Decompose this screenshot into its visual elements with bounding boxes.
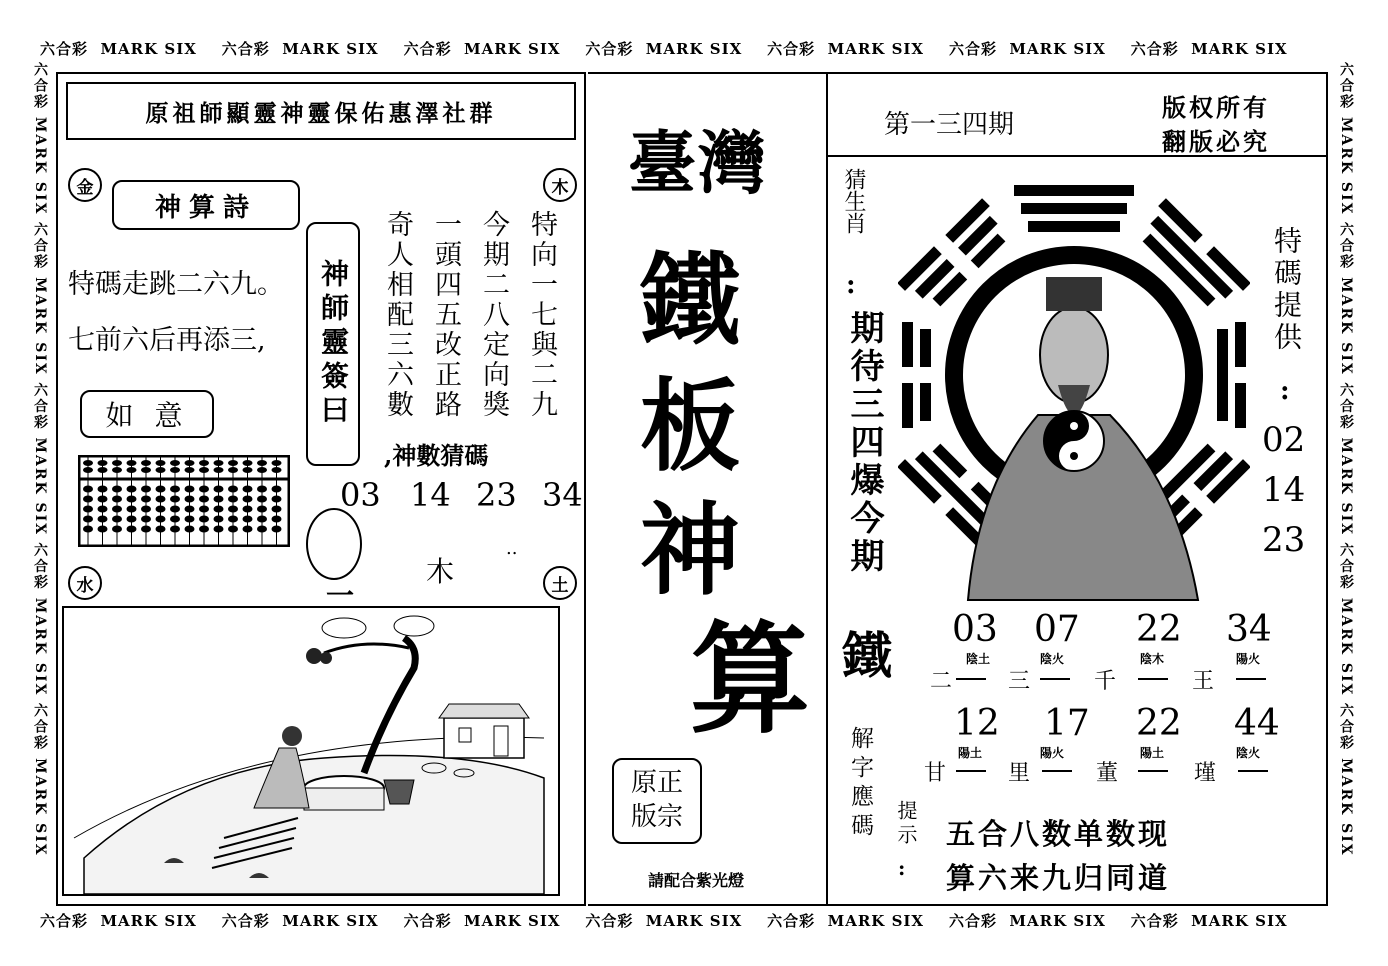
- abacus-bead: [199, 526, 209, 533]
- abacus-bead: [185, 496, 195, 503]
- border-unit: 六合彩 MARK SIX 六合彩 MARK SIX 六合彩 MARK SIX 六合彩 MARK SIX 六合彩 MARK SIX 六合彩 MARK SIX 六合彩 MARK SIX: [40, 912, 1313, 930]
- right-border-strip: [1332, 62, 1356, 912]
- prediction-text: 期待三四爆今期: [844, 310, 884, 576]
- title-char-4: 算: [690, 609, 810, 750]
- abacus-bead: [83, 516, 93, 523]
- divine-sign-label: 神師靈簽曰: [306, 222, 360, 466]
- abacus-bead: [228, 460, 238, 466]
- border-unit: 六合彩 MARK SIX 六合彩 MARK SIX 六合彩 MARK SIX 六合彩 MARK SIX 六合彩 MARK SIX 六合彩 MARK SIX 六合彩 MARK SIX: [40, 40, 1313, 58]
- oracle-col-3: 一頭四五改正路: [430, 210, 461, 420]
- guess-colon: :: [846, 270, 856, 300]
- title-taiwan: 臺灣: [628, 124, 769, 204]
- abacus-bead: [141, 486, 151, 493]
- abacus-bead: [185, 486, 195, 493]
- abacus-bead: [257, 486, 267, 493]
- guess-zodiac-label: 猜生肖: [841, 168, 866, 234]
- abacus-bead: [214, 516, 224, 523]
- abacus-bead: [112, 526, 122, 533]
- special-number-2: 14: [1262, 470, 1306, 510]
- row2-tag-2: 陽火: [1040, 746, 1065, 760]
- special-colon: :: [1280, 376, 1290, 406]
- abacus-bead: [272, 467, 282, 473]
- abacus-bead: [228, 526, 238, 533]
- row1-char-4: 王: [1192, 669, 1215, 694]
- iron-char: 鐵: [842, 626, 892, 685]
- title-char-2: 板: [640, 367, 740, 485]
- abacus-bead: [214, 526, 224, 533]
- abacus-bead: [199, 467, 209, 473]
- ruyi-box: 如 意: [80, 390, 214, 438]
- abacus-bead: [170, 496, 180, 503]
- row1-dash-3: [1138, 678, 1168, 680]
- abacus-bead: [199, 460, 209, 466]
- abacus-bead: [228, 496, 238, 503]
- abacus-bead: [185, 516, 195, 523]
- abacus-bead: [228, 486, 238, 493]
- abacus-bead: [83, 506, 93, 513]
- abacus-bead: [127, 496, 137, 503]
- abacus-bead: [127, 526, 137, 533]
- abacus-bead: [112, 516, 122, 523]
- trigram-icon: [898, 315, 931, 435]
- row1-tag-2: 陰火: [1040, 652, 1065, 666]
- abacus-bead: [156, 516, 166, 523]
- poem-line-2: 七前六后再添三,: [68, 325, 266, 356]
- abacus-bead: [199, 516, 209, 523]
- abacus-bead: [127, 506, 137, 513]
- abacus-bead: [214, 496, 224, 503]
- abacus-bead: [83, 526, 93, 533]
- special-code-label: 特碼提供: [1270, 226, 1303, 354]
- abacus-bead: [257, 526, 267, 533]
- hint-label: 提示: [894, 800, 918, 848]
- abacus-bead: [272, 526, 282, 533]
- abacus-icon: [78, 455, 290, 547]
- abacus-bead: [112, 496, 122, 503]
- abacus-bead: [127, 516, 137, 523]
- abacus-bead: [185, 467, 195, 473]
- poem-title: 神算詩: [112, 180, 300, 230]
- trigram-icon: [1217, 315, 1250, 435]
- abacus-bead: [214, 506, 224, 513]
- abacus-bead: [98, 496, 108, 503]
- abacus-bead: [243, 467, 253, 473]
- abacus-bead: [170, 526, 180, 533]
- uv-light-footer: 請配合紫光燈: [648, 871, 745, 890]
- abacus-bead: [141, 467, 151, 473]
- decode-label: 解字應碼: [847, 726, 873, 842]
- abacus-bead: [141, 526, 151, 533]
- abacus-bead: [156, 486, 166, 493]
- abacus-bead: [127, 486, 137, 493]
- abacus-bead: [83, 496, 93, 503]
- row1-tag-1: 陰土: [966, 652, 991, 666]
- abacus-bead: [141, 496, 151, 503]
- issue-number: 第一三四期: [884, 110, 1015, 140]
- abacus-bead: [83, 460, 93, 466]
- row2-dash-1: [956, 770, 986, 772]
- row2-char-3: 董: [1096, 761, 1119, 786]
- abacus-bead: [199, 496, 209, 503]
- corner-wood: 木: [543, 168, 577, 202]
- row1-char-2: 三: [1008, 669, 1031, 694]
- row2-dash-3: [1138, 770, 1168, 772]
- abacus-bead: [112, 467, 122, 473]
- stamp-line-2: 版宗: [630, 802, 683, 832]
- abacus-bead: [228, 467, 238, 473]
- abacus-bead: [98, 467, 108, 473]
- dots: ..: [506, 538, 518, 559]
- abacus-bead: [170, 506, 180, 513]
- row2-num-3: 22: [1136, 703, 1182, 744]
- abacus-bead: [272, 486, 282, 493]
- oracle-col-1: 特向一七與二九: [526, 210, 557, 420]
- row2-num-1: 12: [954, 703, 1000, 744]
- abacus-bead: [228, 516, 238, 523]
- border-unit: 六合彩 MARK SIX 六合彩 MARK SIX 六合彩 MARK SIX 六合彩 MARK SIX 六合彩 MARK SIX: [1338, 62, 1354, 864]
- abacus-bead: [156, 506, 166, 513]
- orthodox-stamp: [612, 758, 702, 844]
- abacus-bead: [272, 516, 282, 523]
- abacus-bead: [257, 496, 267, 503]
- dash-char: 一: [326, 579, 355, 612]
- abacus-bead: [272, 506, 282, 513]
- left-banner: [66, 82, 576, 140]
- abacus-bead: [98, 460, 108, 466]
- copyright-line-1: 版权所有: [1162, 93, 1270, 122]
- oracle-col-4: 奇人相配三六數: [382, 210, 413, 420]
- row1-char-1: 二: [930, 669, 953, 694]
- row1-num-4: 34: [1226, 609, 1272, 650]
- abacus-bead: [83, 486, 93, 493]
- row2-dash-4: [1238, 770, 1268, 772]
- left-number-2: 14: [410, 476, 451, 514]
- hint-colon: :: [898, 856, 906, 880]
- abacus-bead: [272, 496, 282, 503]
- abacus-bead: [243, 496, 253, 503]
- abacus-bead: [141, 460, 151, 466]
- abacus-bead: [228, 506, 238, 513]
- abacus-bead: [257, 460, 267, 466]
- abacus-bead: [141, 506, 151, 513]
- abacus-bead: [156, 526, 166, 533]
- abacus-bead: [112, 460, 122, 466]
- abacus-bead: [214, 467, 224, 473]
- abacus-bead: [170, 467, 180, 473]
- abacus-bead: [214, 460, 224, 466]
- top-border-strip: [40, 38, 1350, 59]
- abacus-bead: [214, 486, 224, 493]
- abacus-bead: [185, 460, 195, 466]
- title-char-3: 神: [640, 491, 740, 609]
- oracle-tail: ,神數猜碼: [384, 441, 489, 470]
- row2-tag-1: 陽土: [958, 746, 983, 760]
- row2-char-2: 里: [1008, 761, 1031, 786]
- row1-tag-4: 陽火: [1236, 652, 1261, 666]
- row2-tag-3: 陽土: [1140, 746, 1165, 760]
- row2-num-4: 44: [1234, 703, 1280, 744]
- left-number-1: 03: [340, 476, 381, 514]
- abacus-bead: [98, 516, 108, 523]
- trigram-icon: [1014, 185, 1134, 232]
- abacus-bead: [112, 506, 122, 513]
- abacus-bead: [243, 506, 253, 513]
- abacus-bead: [272, 460, 282, 466]
- abacus-bead: [98, 486, 108, 493]
- element-char: 木: [426, 555, 455, 588]
- border-unit: 六合彩 MARK SIX 六合彩 MARK SIX 六合彩 MARK SIX 六合彩 MARK SIX 六合彩 MARK SIX: [32, 62, 48, 864]
- row1-dash-4: [1236, 678, 1266, 680]
- corner-earth: 土: [543, 566, 577, 600]
- abacus-bead: [141, 516, 151, 523]
- abacus-bead: [243, 516, 253, 523]
- row1-dash-2: [1040, 678, 1070, 680]
- abacus-bead: [243, 486, 253, 493]
- abacus-bead: [127, 460, 137, 466]
- copyright-line-2: 翻版必究: [1162, 127, 1270, 156]
- abacus-bead: [243, 526, 253, 533]
- stamp-line-1: 原正: [630, 768, 683, 799]
- special-number-1: 02: [1262, 420, 1306, 460]
- abacus-bead: [257, 506, 267, 513]
- special-number-3: 23: [1262, 520, 1306, 560]
- row1-num-1: 03: [952, 609, 998, 650]
- row1-num-2: 07: [1034, 609, 1080, 650]
- abacus-bead: [243, 460, 253, 466]
- abacus-bead: [199, 506, 209, 513]
- abacus-bead: [98, 526, 108, 533]
- row2-dash-2: [1042, 770, 1072, 772]
- trigram-icon: [1133, 198, 1250, 316]
- left-number-3: 23: [476, 476, 517, 514]
- row1-char-3: 千: [1094, 669, 1117, 694]
- abacus-bead: [170, 516, 180, 523]
- abacus-bead: [156, 460, 166, 466]
- abacus-bead: [112, 486, 122, 493]
- abacus-bead: [127, 467, 137, 473]
- banner-text: 原祖師顯靈神靈保佑惠澤社群: [145, 99, 497, 127]
- oracle-col-2: 今期二八定向獎: [478, 210, 509, 420]
- abacus-bead: [199, 486, 209, 493]
- poem-line-1: 特碼走跳二六九。: [68, 269, 284, 300]
- row2-num-2: 17: [1044, 703, 1090, 744]
- row1-tag-3: 陰木: [1140, 652, 1165, 666]
- hint-line-2: 算六来九归同道: [946, 861, 1171, 895]
- row1-num-3: 22: [1136, 609, 1182, 650]
- trigram-icon: [898, 198, 1015, 316]
- abacus-bead: [257, 467, 267, 473]
- row2-char-4: 瑾: [1194, 761, 1217, 786]
- corner-gold: 金: [68, 168, 102, 202]
- bottom-border-strip: [40, 910, 1350, 931]
- abacus-bead: [257, 516, 267, 523]
- left-number-4: 34: [542, 476, 583, 514]
- well-scene-illustration: [62, 606, 560, 896]
- abacus-bead: [98, 506, 108, 513]
- hint-line-1: 五合八数单数现: [946, 817, 1171, 851]
- title-char-1: 鐵: [640, 241, 740, 359]
- row2-tag-4: 陰火: [1236, 746, 1261, 760]
- left-border-strip: [26, 62, 50, 912]
- abacus-bead: [156, 496, 166, 503]
- zero-oval: [306, 508, 362, 580]
- abacus-bead: [156, 467, 166, 473]
- row2-char-1: 甘: [924, 761, 947, 786]
- abacus-bead: [170, 486, 180, 493]
- bagua-sage-illustration: [898, 165, 1250, 605]
- abacus-bead: [83, 467, 93, 473]
- corner-water: 水: [68, 566, 102, 600]
- row1-dash-1: [956, 678, 986, 680]
- abacus-bead: [185, 526, 195, 533]
- abacus-bead: [170, 460, 180, 466]
- abacus-bead: [185, 506, 195, 513]
